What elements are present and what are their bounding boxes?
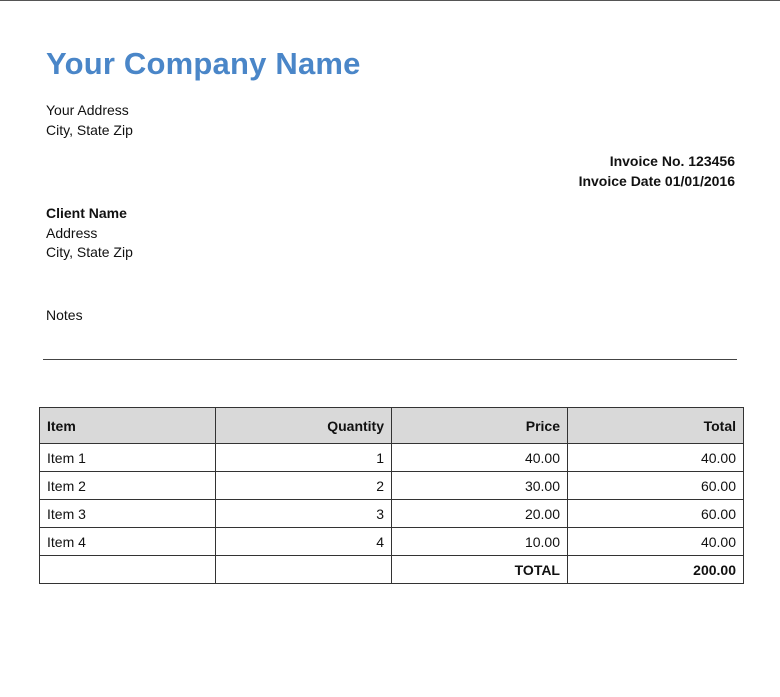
row-total: 40.00 <box>568 528 744 556</box>
row-quantity: 1 <box>216 444 392 472</box>
total-row-empty-cell <box>40 556 216 584</box>
total-label: TOTAL <box>392 556 568 584</box>
company-address-line1: Your Address <box>46 102 129 118</box>
client-address-line2: City, State Zip <box>46 244 133 260</box>
table-row <box>40 444 744 472</box>
client-name: Client Name <box>46 205 127 221</box>
table-header-row <box>40 408 744 444</box>
client-block <box>46 204 133 263</box>
invoice-number: Invoice No. 123456 <box>609 153 735 169</box>
header-item: Item <box>40 408 216 444</box>
table-row <box>40 500 744 528</box>
company-address <box>46 101 133 140</box>
row-quantity: 4 <box>216 528 392 556</box>
total-value: 200.00 <box>568 556 744 584</box>
company-address-line2: City, State Zip <box>46 121 133 138</box>
invoice-date: Invoice Date 01/01/2016 <box>578 172 735 189</box>
row-quantity: 2 <box>216 472 392 500</box>
notes-label: Notes <box>46 307 83 323</box>
row-price: 30.00 <box>392 472 568 500</box>
row-item: Item 4 <box>40 528 216 556</box>
top-border-line <box>0 0 780 1</box>
row-price: 10.00 <box>392 528 568 556</box>
header-total: Total <box>568 408 744 444</box>
company-name: Your Company Name <box>46 46 361 81</box>
client-address-line1: Address <box>46 224 98 241</box>
header-quantity: Quantity <box>216 408 392 444</box>
row-total: 40.00 <box>568 444 744 472</box>
table-row <box>40 472 744 500</box>
items-table <box>39 407 744 584</box>
table-row <box>40 528 744 556</box>
row-item: Item 1 <box>40 444 216 472</box>
total-row-empty-cell <box>216 556 392 584</box>
invoice-meta <box>579 152 735 191</box>
row-item: Item 3 <box>40 500 216 528</box>
header-price: Price <box>392 408 568 444</box>
notes-divider <box>43 359 737 360</box>
row-price: 40.00 <box>392 444 568 472</box>
row-quantity: 3 <box>216 500 392 528</box>
row-total: 60.00 <box>568 500 744 528</box>
row-price: 20.00 <box>392 500 568 528</box>
row-item: Item 2 <box>40 472 216 500</box>
table-total-row <box>40 556 744 584</box>
row-total: 60.00 <box>568 472 744 500</box>
